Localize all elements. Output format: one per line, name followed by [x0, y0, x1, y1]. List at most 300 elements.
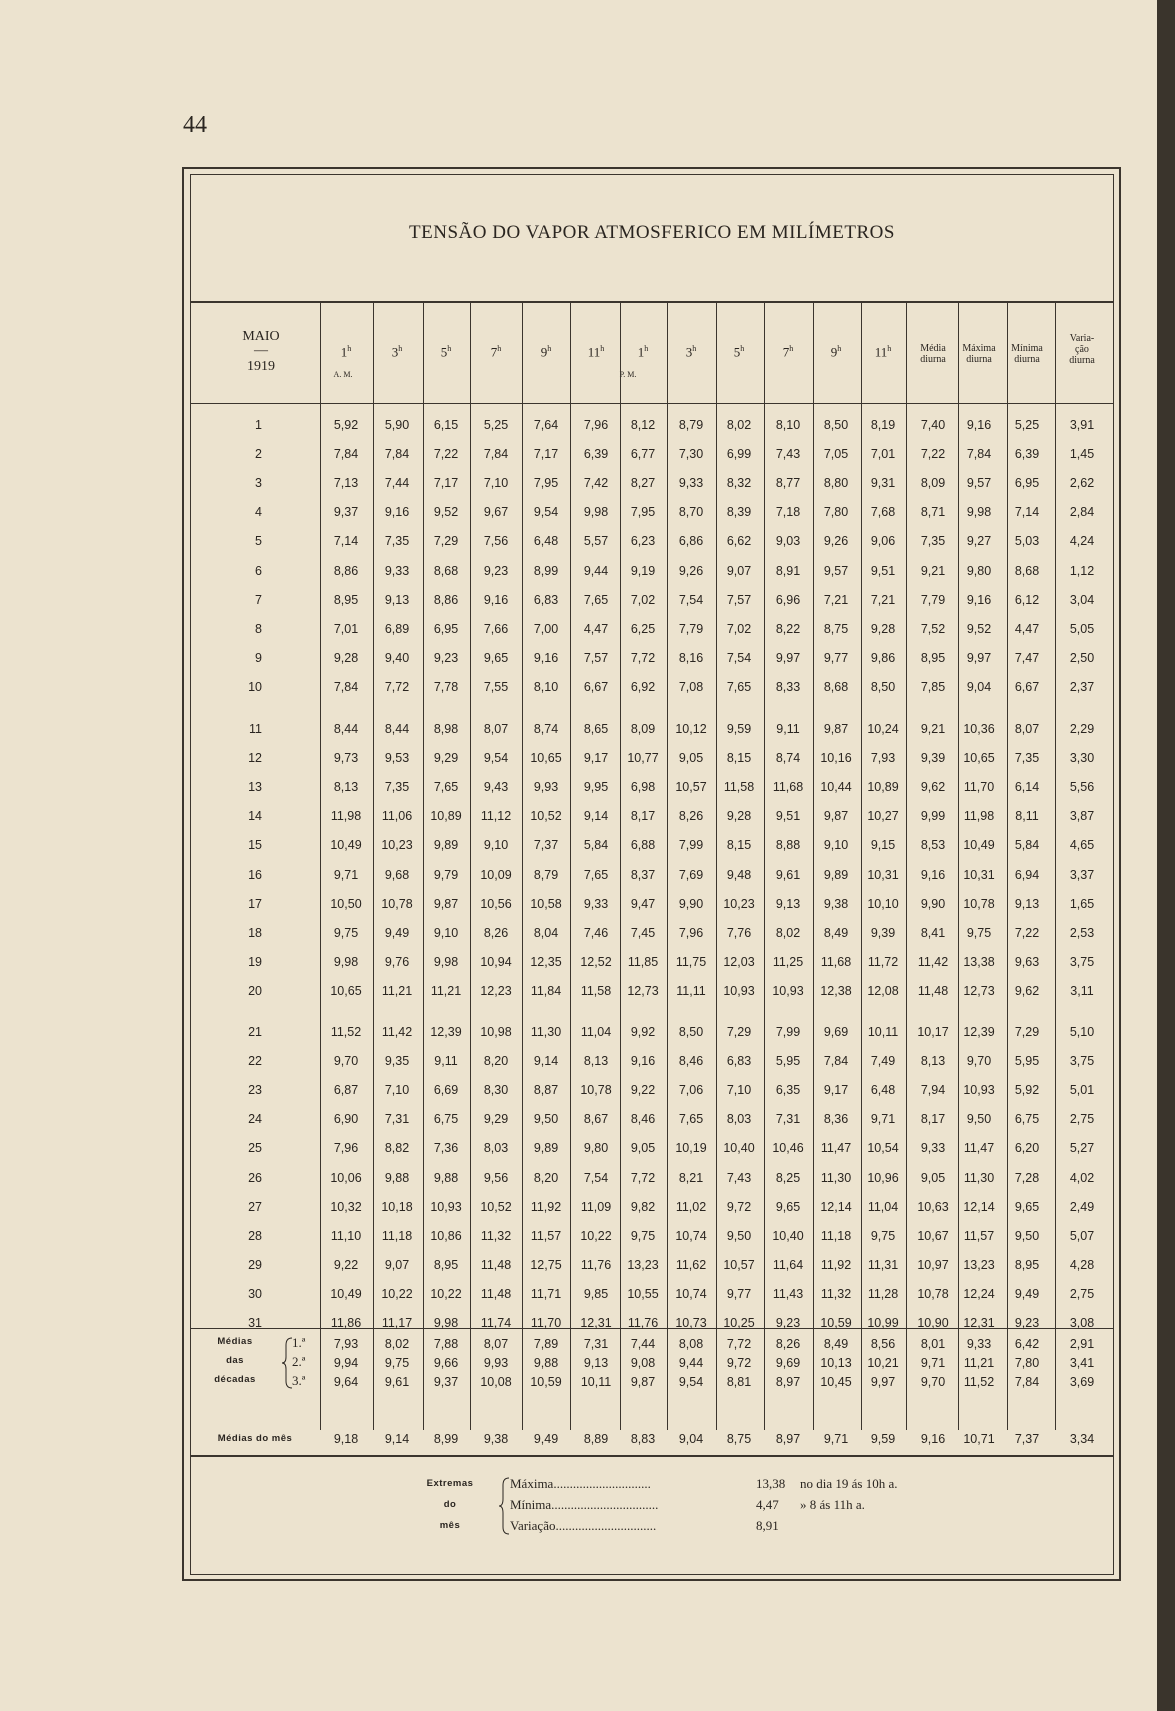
extreme-value: 4,47	[756, 1497, 779, 1512]
value-cell: 5,07	[1069, 1228, 1095, 1243]
day-cell: 19	[248, 954, 262, 969]
value-cell: 11,98	[963, 809, 995, 824]
value-cell: 10,40	[772, 1228, 804, 1243]
value-cell: 10,52	[530, 809, 562, 824]
value-cell: 6,86	[678, 534, 704, 549]
value-cell: 9,69	[823, 1025, 849, 1039]
value-cell: 10,65	[330, 983, 362, 998]
value-cell: 8,95	[433, 1257, 459, 1272]
value-cell: 8,67	[583, 1112, 609, 1127]
value-cell: 9,62	[920, 780, 946, 795]
day-cell: 8	[255, 621, 262, 636]
decade-value-cell: 6,42	[1014, 1337, 1040, 1351]
value-cell: 10,23	[381, 838, 413, 853]
value-cell: 7,21	[823, 592, 849, 607]
value-cell: 9,73	[333, 751, 359, 766]
value-cell: 7,65	[433, 780, 459, 795]
extremes-label-3: mês	[439, 1520, 461, 1531]
value-cell: 9,05	[678, 751, 704, 766]
value-cell: 6,95	[433, 621, 459, 636]
value-cell: 9,13	[1014, 896, 1040, 911]
value-cell: 8,87	[533, 1083, 559, 1098]
value-cell: 8,13	[583, 1054, 609, 1069]
value-cell: 11,64	[772, 1257, 804, 1272]
value-cell: 11,74	[480, 1316, 512, 1330]
value-cell: 11,02	[675, 1199, 707, 1214]
value-cell: 10,40	[723, 1141, 755, 1156]
day-cell: 20	[248, 983, 262, 998]
decade-value-cell: 9,93	[483, 1356, 509, 1370]
value-cell: 11,76	[627, 1316, 659, 1330]
value-cell: 10,57	[675, 780, 707, 795]
value-cell: 7,57	[726, 592, 752, 607]
value-cell: 8,50	[823, 418, 849, 432]
value-cell: 8,71	[920, 505, 946, 520]
value-cell: 7,85	[920, 679, 946, 694]
value-cell: 8,11	[1015, 809, 1039, 824]
value-cell: 8,25	[775, 1170, 801, 1185]
value-cell: 9,29	[433, 751, 459, 766]
value-cell: 12,35	[530, 954, 562, 969]
month-mean-cell: 8,99	[433, 1432, 459, 1446]
value-cell: 6,75	[433, 1112, 459, 1127]
value-cell: 1,45	[1069, 447, 1095, 462]
extreme-value: 13,38	[756, 1476, 786, 1491]
header-hour: 5$^h$	[440, 344, 452, 360]
value-cell: 9,98	[333, 954, 359, 969]
value-cell: 9,87	[823, 809, 849, 824]
value-cell: 5,03	[1014, 534, 1040, 549]
value-cell: 11,68	[820, 954, 852, 969]
decades-label-1: Médias	[217, 1336, 253, 1347]
header-bottom-rule	[190, 403, 1114, 404]
value-cell: 6,95	[1014, 476, 1040, 491]
value-cell: 6,23	[630, 534, 656, 549]
value-cell: 11,21	[430, 983, 462, 998]
summary-rule	[190, 1455, 1114, 1457]
value-cell: 9,14	[583, 809, 609, 824]
value-cell: 7,40	[920, 418, 946, 432]
value-cell: 8,46	[630, 1112, 656, 1127]
value-cell: 6,35	[775, 1083, 801, 1098]
value-cell: 11,42	[917, 954, 949, 969]
value-cell: 9,05	[630, 1141, 656, 1156]
value-cell: 7,84	[483, 447, 509, 462]
value-cell: 6,89	[384, 621, 410, 636]
decade-value-cell: 9,54	[678, 1375, 704, 1389]
decades-label-2: das	[226, 1355, 244, 1366]
value-cell: 4,65	[1069, 838, 1095, 853]
value-cell: 10,25	[723, 1316, 755, 1330]
decade-value-cell: 8,56	[870, 1337, 896, 1351]
value-cell: 9,72	[726, 1199, 752, 1214]
value-cell: 7,42	[583, 476, 609, 491]
header-am: A. M.	[333, 370, 353, 379]
value-cell: 9,85	[583, 1286, 609, 1301]
value-cell: 10,58	[530, 896, 562, 911]
value-cell: 5,27	[1069, 1141, 1095, 1156]
value-cell: 8,82	[384, 1141, 410, 1156]
value-cell: 7,72	[630, 650, 656, 665]
value-cell: 5,92	[333, 418, 359, 432]
header-hour: 1$^h$	[340, 344, 352, 360]
value-cell: 7,99	[678, 838, 704, 853]
value-cell: 11,52	[330, 1025, 362, 1039]
month-mean-cell: 9,16	[920, 1432, 946, 1446]
value-cell: 8,16	[678, 650, 704, 665]
value-cell: 10,78	[963, 896, 995, 911]
value-cell: 8,30	[483, 1083, 509, 1098]
value-cell: 8,15	[726, 838, 752, 853]
value-cell: 9,93	[533, 780, 559, 795]
value-cell: 10,50	[330, 896, 362, 911]
value-cell: 11,85	[627, 954, 659, 969]
day-cell: 28	[248, 1228, 262, 1243]
value-cell: 10,78	[917, 1286, 949, 1301]
value-cell: 9,80	[583, 1141, 609, 1156]
value-cell: 9,23	[433, 650, 459, 665]
value-cell: 9,77	[823, 650, 849, 665]
value-cell: 7,10	[726, 1083, 752, 1098]
value-cell: 12,38	[820, 983, 852, 998]
month-mean-cell: 7,37	[1014, 1432, 1040, 1446]
value-cell: 4,47	[1014, 621, 1040, 636]
day-cell: 10	[248, 679, 262, 694]
value-cell: 8,15	[726, 751, 752, 766]
value-cell: 9,17	[823, 1083, 849, 1098]
value-cell: 9,87	[823, 722, 849, 736]
value-cell: 9,16	[483, 592, 509, 607]
value-cell: 8,03	[726, 1112, 752, 1127]
value-cell: 2,37	[1069, 679, 1095, 694]
value-cell: 9,63	[1014, 954, 1040, 969]
value-cell: 11,48	[917, 983, 949, 998]
value-cell: 9,40	[384, 650, 410, 665]
value-cell: 8,75	[823, 621, 849, 636]
value-cell: 7,31	[384, 1112, 410, 1127]
value-cell: 3,75	[1069, 954, 1095, 969]
value-cell: 8,36	[823, 1112, 849, 1127]
value-cell: 5,56	[1069, 780, 1095, 795]
value-cell: 11,18	[381, 1228, 413, 1243]
value-cell: 10,74	[675, 1286, 707, 1301]
value-cell: 8,03	[483, 1141, 509, 1156]
value-cell: 9,16	[966, 418, 992, 432]
value-cell: 10,55	[627, 1286, 659, 1301]
value-cell: 6,88	[630, 838, 656, 853]
value-cell: 9,13	[384, 592, 410, 607]
decade-value-cell: 7,44	[630, 1337, 656, 1351]
header-dash: —	[254, 343, 268, 358]
decade-value-cell: 9,69	[775, 1356, 801, 1370]
value-cell: 6,83	[726, 1054, 752, 1069]
value-cell: 9,50	[726, 1228, 752, 1243]
value-cell: 5,92	[1014, 1083, 1040, 1098]
value-cell: 8,37	[630, 867, 656, 882]
value-cell: 6,69	[433, 1083, 459, 1098]
value-cell: 8,10	[775, 418, 801, 432]
value-cell: 10,93	[963, 1083, 995, 1098]
value-cell: 8,02	[775, 925, 801, 940]
day-cell: 12	[248, 751, 262, 766]
value-cell: 7,96	[678, 925, 704, 940]
value-cell: 9,15	[870, 838, 896, 853]
value-cell: 10,90	[917, 1316, 949, 1330]
value-cell: 12,31	[963, 1316, 995, 1330]
value-cell: 9,39	[920, 751, 946, 766]
value-cell: 8,07	[1014, 722, 1040, 736]
value-cell: 3,87	[1069, 809, 1095, 824]
value-cell: 7,65	[583, 592, 609, 607]
value-cell: 5,25	[483, 418, 509, 432]
day-cell: 1	[255, 418, 262, 432]
value-cell: 9,59	[726, 722, 752, 736]
value-cell: 3,30	[1069, 751, 1095, 766]
value-cell: 5,84	[583, 838, 609, 853]
value-cell: 9,28	[333, 650, 359, 665]
day-cell: 30	[248, 1286, 262, 1301]
value-cell: 10,12	[675, 722, 707, 736]
value-cell: 7,65	[726, 679, 752, 694]
value-cell: 11,75	[675, 954, 707, 969]
value-cell: 7,43	[775, 447, 801, 462]
header-month: MAIO	[242, 329, 280, 344]
day-cell: 14	[248, 809, 262, 824]
value-cell: 10,49	[330, 838, 362, 853]
value-cell: 11,18	[820, 1228, 852, 1243]
decade-value-cell: 10,45	[820, 1375, 852, 1389]
value-cell: 8,77	[775, 476, 801, 491]
value-cell: 10,23	[723, 896, 755, 911]
value-cell: 8,13	[920, 1054, 946, 1069]
value-cell: 9,68	[384, 867, 410, 882]
value-cell: 8,27	[630, 476, 656, 491]
header-year: 1919	[247, 359, 275, 374]
value-cell: 7,13	[333, 476, 359, 491]
value-cell: 7,35	[1014, 751, 1040, 766]
value-cell: 10,96	[867, 1170, 899, 1185]
decades-label-3: décadas	[214, 1374, 256, 1385]
value-cell: 11,57	[963, 1228, 995, 1243]
value-cell: 8,19	[870, 418, 896, 432]
value-cell: 9,82	[630, 1199, 656, 1214]
value-cell: 10,57	[723, 1257, 755, 1272]
value-cell: 8,39	[726, 505, 752, 520]
value-cell: 2,53	[1069, 925, 1095, 940]
value-cell: 8,46	[678, 1054, 704, 1069]
value-cell: 10,49	[963, 838, 995, 853]
header-hour: 5$^h$	[733, 344, 745, 360]
value-cell: 6,98	[630, 780, 656, 795]
value-cell: 8,09	[630, 722, 656, 736]
decade-value-cell: 9,70	[920, 1375, 946, 1389]
value-cell: 9,53	[384, 751, 410, 766]
value-cell: 9,28	[870, 621, 896, 636]
value-cell: 9,75	[966, 925, 992, 940]
value-cell: 8,68	[1014, 563, 1040, 578]
day-cell: 4	[255, 505, 262, 520]
header-stat: Mínima diurna	[1011, 343, 1043, 365]
value-cell: 11,42	[381, 1025, 413, 1039]
value-cell: 8,80	[823, 476, 849, 491]
value-cell: 9,97	[775, 650, 801, 665]
value-cell: 7,68	[870, 505, 896, 520]
value-cell: 5,90	[384, 418, 410, 432]
value-cell: 10,36	[963, 722, 995, 736]
value-cell: 7,84	[384, 447, 410, 462]
value-cell: 10,67	[917, 1228, 949, 1243]
value-cell: 9,04	[966, 679, 992, 694]
decade-value-cell: 10,08	[480, 1375, 512, 1389]
value-cell: 10,24	[867, 722, 899, 736]
value-cell: 7,84	[966, 447, 992, 462]
decade-value-cell: 3,69	[1069, 1375, 1095, 1389]
day-cell: 18	[248, 925, 262, 940]
value-cell: 8,44	[384, 722, 410, 736]
value-cell: 2,50	[1069, 650, 1095, 665]
value-cell: 7,57	[583, 650, 609, 665]
value-cell: 10,06	[330, 1170, 362, 1185]
value-cell: 7,00	[533, 621, 559, 636]
value-cell: 9,10	[483, 838, 509, 853]
value-cell: 9,51	[870, 563, 896, 578]
value-cell: 10,89	[430, 809, 462, 824]
decade-value-cell: 9,64	[333, 1375, 359, 1389]
value-cell: 9,39	[870, 925, 896, 940]
value-cell: 10,74	[675, 1228, 707, 1243]
value-cell: 8,70	[678, 505, 704, 520]
value-cell: 9,88	[433, 1170, 459, 1185]
value-cell: 5,10	[1069, 1025, 1095, 1039]
decade-value-cell: 7,72	[726, 1337, 752, 1351]
header-hour: 9$^h$	[830, 344, 842, 360]
value-cell: 6,75	[1014, 1112, 1040, 1127]
decade-value-cell: 2,91	[1069, 1337, 1095, 1351]
value-cell: 7,95	[533, 476, 559, 491]
value-cell: 13,38	[963, 954, 995, 969]
value-cell: 11,57	[530, 1228, 562, 1243]
value-cell: 9,50	[1014, 1228, 1040, 1243]
value-cell: 7,84	[823, 1054, 849, 1069]
day-cell: 31	[248, 1316, 262, 1330]
value-cell: 10,17	[917, 1025, 949, 1039]
value-cell: 8,74	[533, 722, 559, 736]
value-cell: 9,57	[966, 476, 992, 491]
value-cell: 7,56	[483, 534, 509, 549]
header-stat: Máxima diurna	[962, 343, 996, 365]
value-cell: 4,24	[1069, 534, 1095, 549]
value-cell: 9,14	[533, 1054, 559, 1069]
month-mean-cell: 9,14	[384, 1432, 410, 1446]
value-cell: 10,19	[675, 1141, 707, 1156]
value-cell: 7,79	[920, 592, 946, 607]
value-cell: 12,23	[480, 983, 512, 998]
value-cell: 6,87	[333, 1083, 359, 1098]
value-cell: 2,84	[1069, 505, 1095, 520]
value-cell: 7,84	[333, 447, 359, 462]
extreme-name: Variação...............................	[510, 1519, 657, 1533]
value-cell: 9,79	[433, 867, 459, 882]
value-cell: 9,90	[678, 896, 704, 911]
value-cell: 9,65	[483, 650, 509, 665]
value-cell: 7,49	[870, 1054, 896, 1069]
value-cell: 7,55	[483, 679, 509, 694]
value-cell: 6,99	[726, 447, 752, 462]
value-cell: 10,94	[480, 954, 512, 969]
value-cell: 9,88	[384, 1170, 410, 1185]
value-cell: 10,49	[330, 1286, 362, 1301]
value-cell: 9,80	[966, 563, 992, 578]
day-cell: 22	[248, 1054, 262, 1069]
value-cell: 6,96	[775, 592, 801, 607]
value-cell: 6,20	[1014, 1141, 1040, 1156]
value-cell: 9,35	[384, 1054, 410, 1069]
value-cell: 12,39	[430, 1025, 462, 1039]
value-cell: 8,88	[775, 838, 801, 853]
header-top-rule	[190, 301, 1114, 303]
value-cell: 5,01	[1069, 1083, 1095, 1098]
day-cell: 6	[255, 563, 262, 578]
decade-value-cell: 7,89	[533, 1337, 559, 1351]
value-cell: 12,52	[580, 954, 612, 969]
value-cell: 10,52	[480, 1199, 512, 1214]
decade-value-cell: 8,97	[775, 1375, 801, 1389]
day-cell: 24	[248, 1112, 262, 1127]
value-cell: 9,52	[433, 505, 459, 520]
value-cell: 6,83	[533, 592, 559, 607]
day-cell: 13	[248, 780, 262, 795]
header-hour: 3$^h$	[685, 344, 697, 360]
value-cell: 5,95	[1014, 1054, 1040, 1069]
value-cell: 10,59	[820, 1316, 852, 1330]
value-cell: 7,29	[726, 1025, 752, 1039]
decade-value-cell: 10,11	[580, 1375, 612, 1389]
header-hour: 3$^h$	[391, 344, 403, 360]
value-cell: 9,86	[870, 650, 896, 665]
value-cell: 10,86	[430, 1228, 462, 1243]
value-cell: 9,38	[823, 896, 849, 911]
value-cell: 11,31	[867, 1257, 899, 1272]
header-stat: Média diurna	[920, 343, 946, 365]
table-title: TENSÃO DO VAPOR ATMOSFERICO EM MILÍMETROS	[409, 222, 895, 243]
header-pm: P. M.	[619, 370, 637, 379]
value-cell: 7,47	[1014, 650, 1040, 665]
month-mean-cell: 9,38	[483, 1432, 509, 1446]
value-cell: 7,45	[630, 925, 656, 940]
value-cell: 2,62	[1069, 476, 1095, 491]
value-cell: 8,50	[678, 1025, 704, 1039]
value-cell: 7,95	[630, 505, 656, 520]
value-cell: 10,22	[580, 1228, 612, 1243]
value-cell: 9,62	[1014, 983, 1040, 998]
value-cell: 6,94	[1014, 867, 1040, 882]
value-cell: 10,97	[917, 1257, 949, 1272]
value-cell: 8,86	[433, 592, 459, 607]
value-cell: 7,76	[726, 925, 752, 940]
value-cell: 9,77	[726, 1286, 752, 1301]
day-cell: 7	[255, 592, 262, 607]
decade-value-cell: 9,75	[384, 1356, 410, 1370]
value-cell: 6,90	[333, 1112, 359, 1127]
value-cell: 8,26	[678, 809, 704, 824]
decade-value-cell: 8,81	[726, 1375, 752, 1389]
value-cell: 8,41	[920, 925, 946, 940]
value-cell: 8,20	[483, 1054, 509, 1069]
value-cell: 8,20	[533, 1170, 559, 1185]
value-cell: 11,10	[330, 1228, 362, 1243]
value-cell: 9,16	[630, 1054, 656, 1069]
decade-value-cell: 8,08	[678, 1337, 704, 1351]
